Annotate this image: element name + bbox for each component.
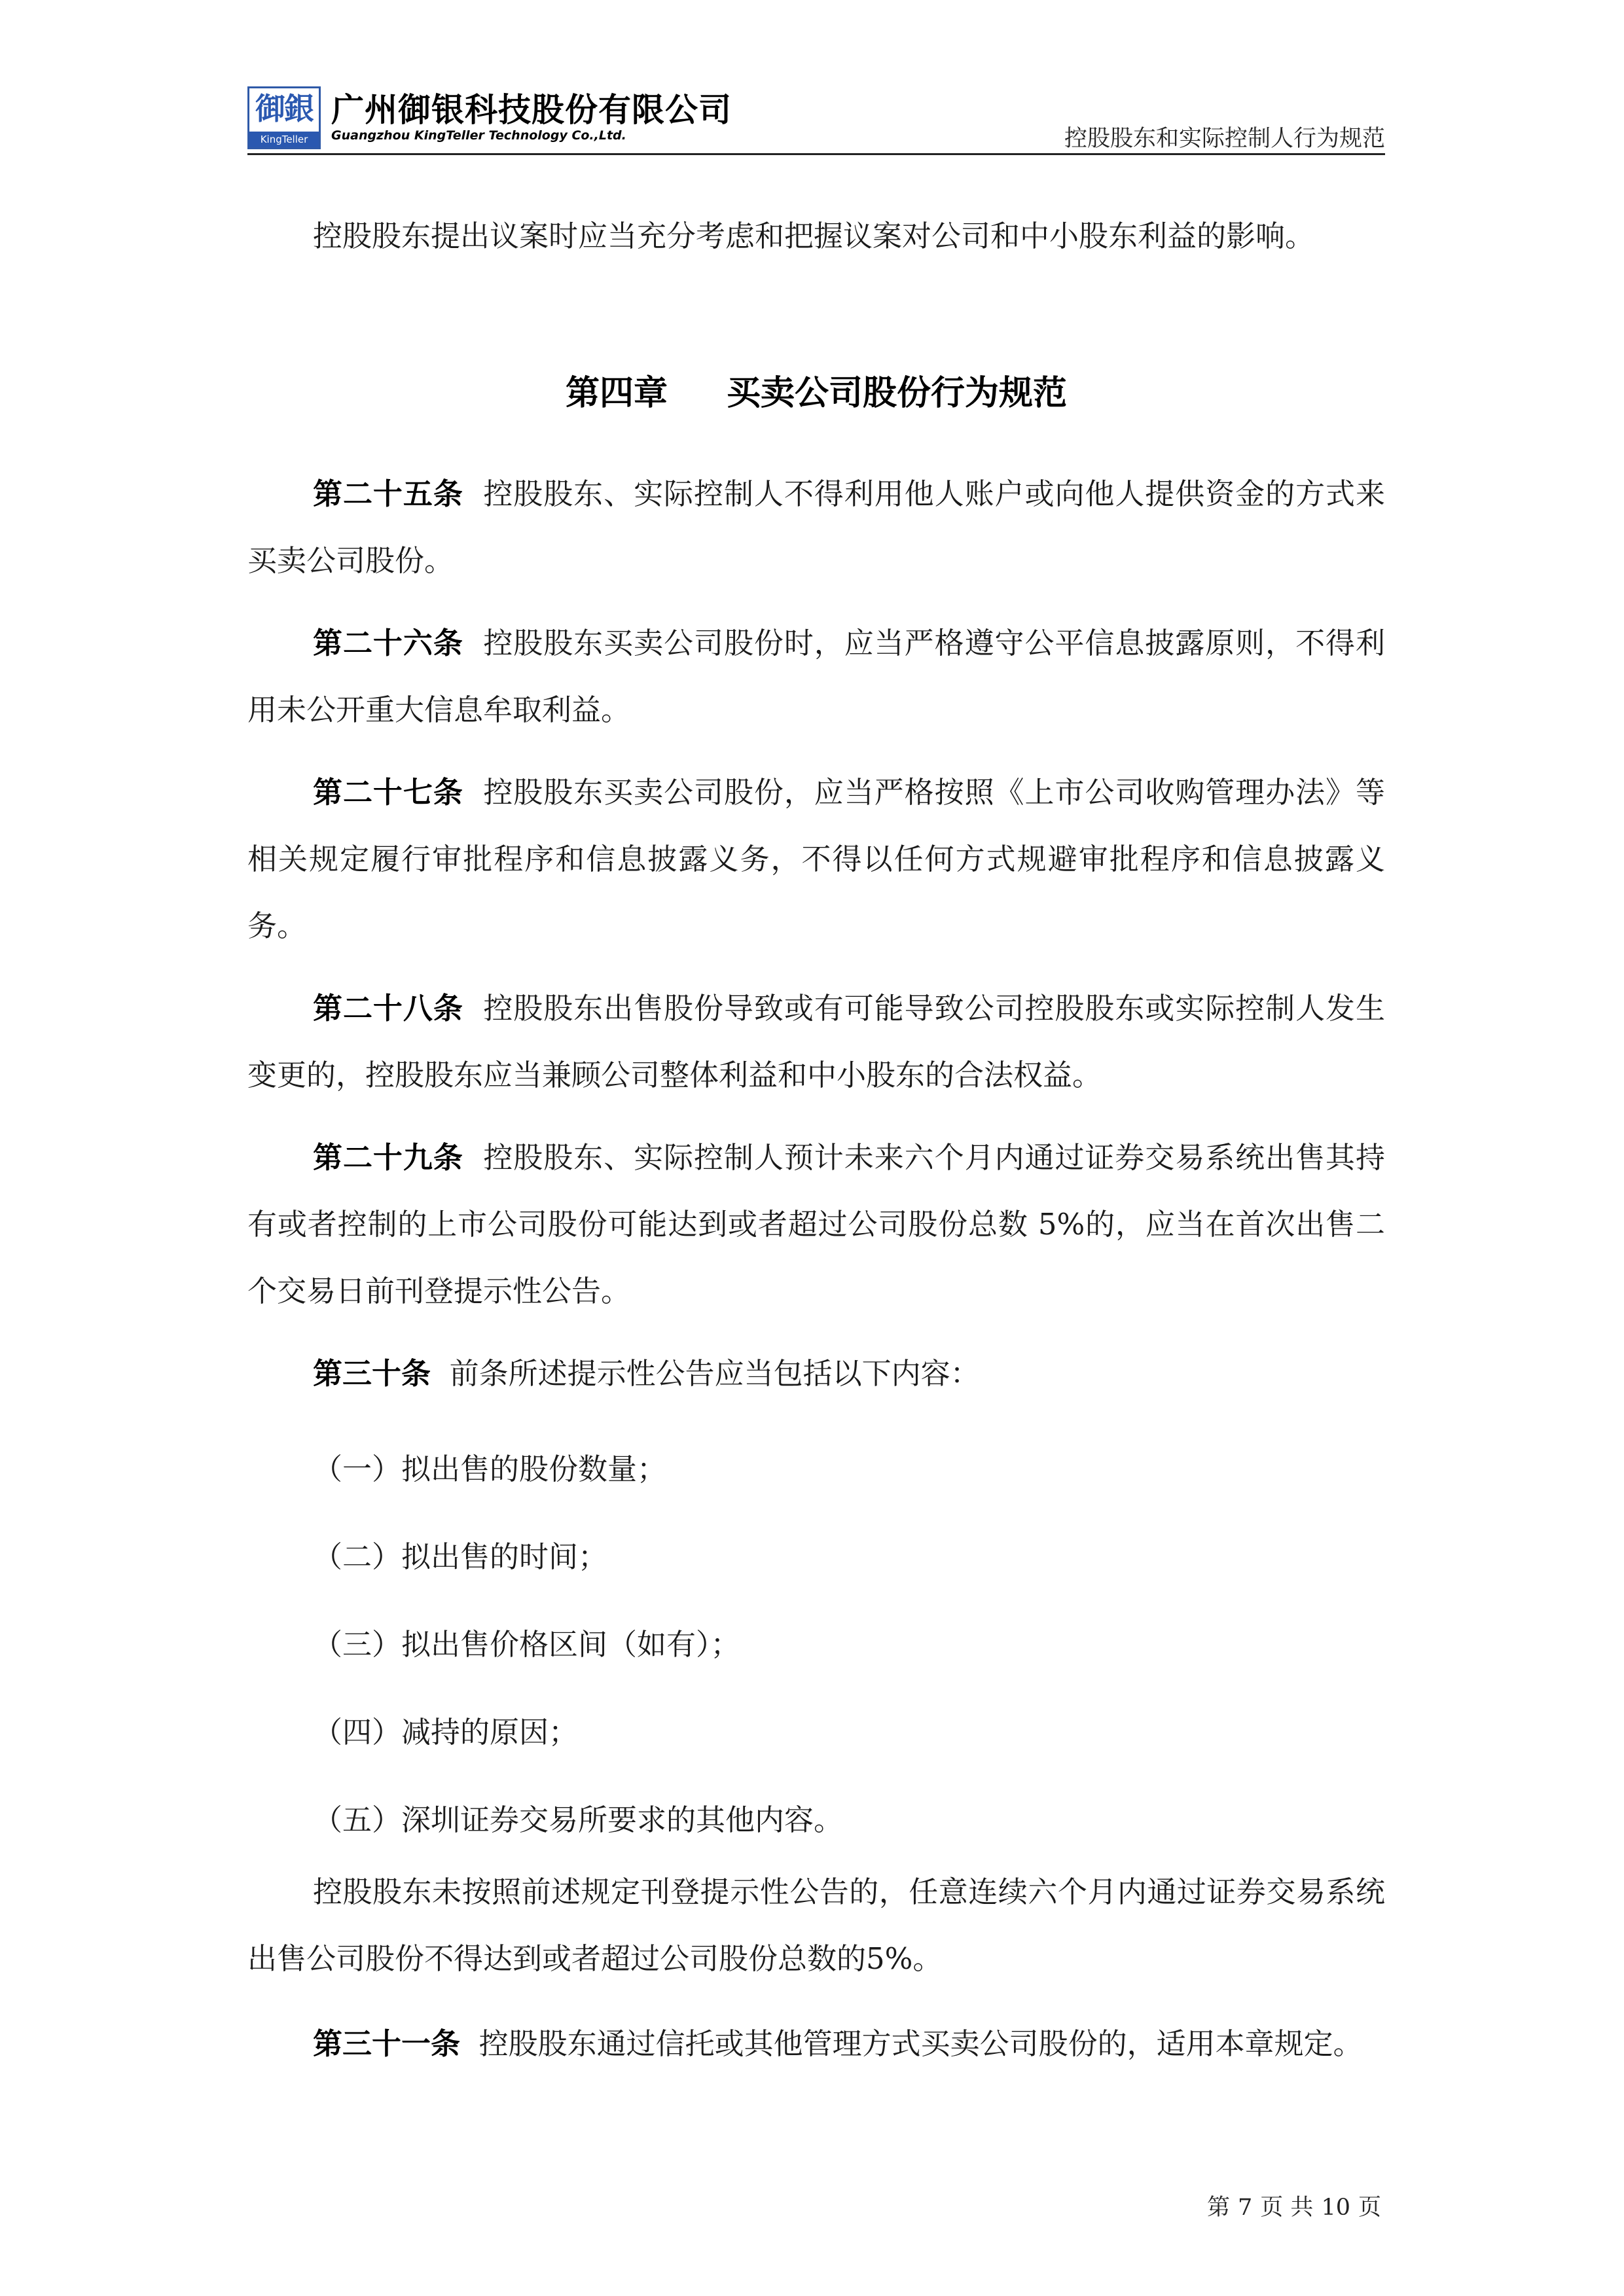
chapter-number: 第四章 bbox=[565, 373, 668, 413]
logo-chars: 御銀 bbox=[255, 91, 313, 126]
page-total: 10 bbox=[1321, 2195, 1350, 2221]
content-list bbox=[247, 1426, 1385, 1864]
article-25 bbox=[247, 461, 1385, 594]
article-27 bbox=[247, 759, 1385, 960]
chapter-title: 买卖公司股份行为规范 bbox=[727, 373, 1068, 413]
article-text: 控股股东出售股份导致或有可能导致公司控股股东或实际控制人发生变更的，控股股东应当兼顾公司整体利益和中小股东的合法权益。 bbox=[247, 991, 1385, 1092]
article-label: 第二十八条 bbox=[313, 991, 463, 1026]
article-30 bbox=[247, 1340, 1385, 1407]
article-text: 控股股东买卖公司股份，应当严格按照《上市公司收购管理办法》等相关规定履行审批程序和信息披露义务，不得以任何方式规避审批程序和信息披露义务。 bbox=[247, 775, 1385, 943]
article-label: 第二十六条 bbox=[313, 626, 463, 660]
intro-paragraph: 控股股东提出议案时应当充分考虑和把握议案对公司和中小股东利益的影响。 bbox=[313, 219, 1315, 253]
article-31 bbox=[247, 2011, 1385, 2077]
logo-strip: KingTeller bbox=[249, 132, 319, 147]
article-label: 第三十条 bbox=[313, 1356, 431, 1391]
company-name-cn: 广州御银科技股份有限公司 bbox=[331, 91, 732, 129]
article-label: 第三十一条 bbox=[313, 2026, 461, 2061]
list-item: （三）拟出售价格区间（如有）； bbox=[313, 1627, 740, 1662]
article-28 bbox=[247, 975, 1385, 1109]
closing-block bbox=[247, 1859, 1385, 1992]
chapter-heading bbox=[247, 365, 1385, 414]
header-divider bbox=[247, 153, 1385, 155]
page-number: 7 bbox=[1238, 2195, 1253, 2221]
list-item: （四）减持的原因； bbox=[313, 1715, 579, 1749]
intro-block bbox=[247, 203, 1385, 270]
document-title: 控股股东和实际控制人行为规范 bbox=[1064, 126, 1385, 152]
closing-paragraph: 控股股东未按照前述规定刊登提示性公告的，任意连续六个月内通过证券交易系统出售公司股份不得达到或者超过公司股份总数的5%。 bbox=[247, 1874, 1385, 1976]
company-name-en: Guangzhou KingTeller Technology Co.,Ltd. bbox=[331, 128, 626, 143]
company-logo bbox=[247, 86, 321, 149]
article-29 bbox=[247, 1124, 1385, 1325]
article-text: 控股股东买卖公司股份时，应当严格遵守公平信息披露原则，不得利用未公开重大信息牟取利益。 bbox=[247, 626, 1385, 727]
footer-mid: 页 共 bbox=[1260, 2195, 1314, 2221]
footer-suffix: 页 bbox=[1358, 2195, 1381, 2221]
article-label: 第二十五条 bbox=[313, 476, 463, 511]
article-text: 控股股东、实际控制人预计未来六个月内通过证券交易系统出售其持有或者控制的上市公司股份可能达到或者超过公司股份总数 5%的，应当在首次出售二个交易日前刊登提示性公告。 bbox=[247, 1140, 1385, 1308]
article-label: 第二十七条 bbox=[313, 775, 463, 810]
article-26 bbox=[247, 610, 1385, 744]
list-item: （一）拟出售的股份数量； bbox=[313, 1452, 667, 1486]
footer-prefix: 第 bbox=[1207, 2195, 1231, 2221]
article-label: 第二十九条 bbox=[313, 1140, 463, 1175]
page-footer bbox=[1203, 2189, 1385, 2222]
article-text: 前条所述提示性公告应当包括以下内容： bbox=[449, 1356, 980, 1391]
article-text: 控股股东、实际控制人不得利用他人账户或向他人提供资金的方式来买卖公司股份。 bbox=[247, 476, 1385, 578]
article-text: 控股股东通过信托或其他管理方式买卖公司股份的，适用本章规定。 bbox=[478, 2026, 1363, 2061]
page-header bbox=[247, 77, 1385, 154]
list-item: （五）深圳证券交易所要求的其他内容。 bbox=[313, 1803, 844, 1837]
list-item: （二）拟出售的时间； bbox=[313, 1539, 608, 1574]
